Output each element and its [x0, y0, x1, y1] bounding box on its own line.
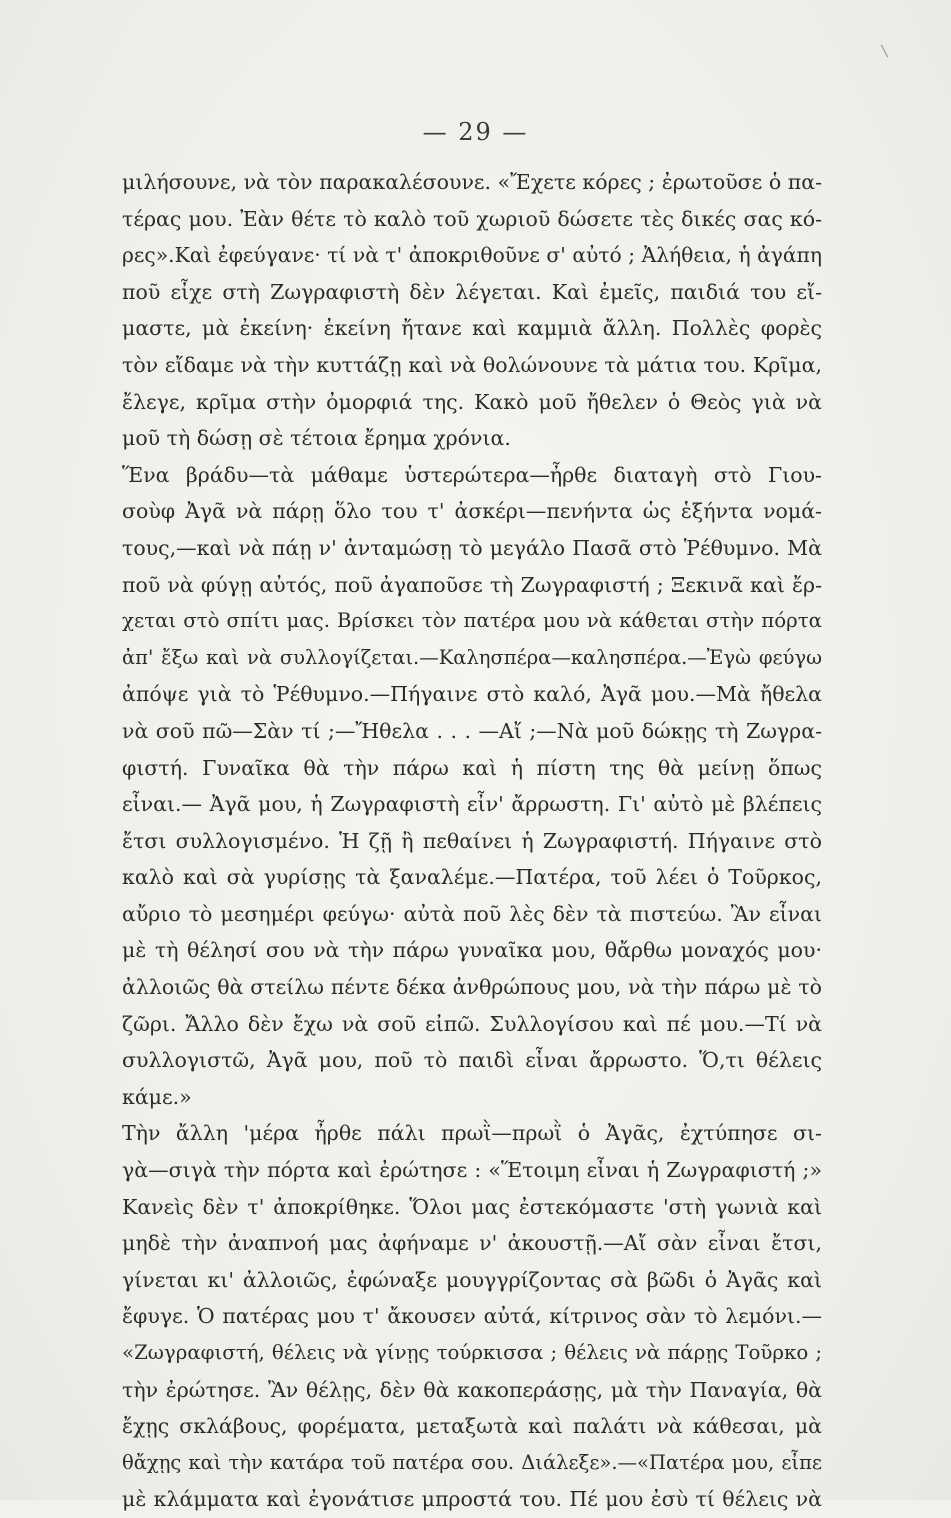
text-line: μὲ τὴ θέλησί σου νὰ τὴν πάρω γυναῖκα μου, θἄρθω μοναχός μου· — [122, 938, 822, 963]
text-line: τὴν ἐρώτησε. Ἂν θέλῃς, δὲν θὰ κακοπεράσῃς, μὰ τὴν Παναγία, θὰ — [122, 1377, 822, 1402]
text-line: αὔριο τὸ μεσημέρι φεύγω· αὐτὰ ποῦ λὲς δὲν τὰ πιστεύω. Ἂν εἶναι — [122, 901, 822, 926]
text-line: ποῦ εἶχε στὴ Ζωγραφιστὴ δὲν λέγεται. Καὶ ἐμεῖς, παιδιά του εἴ- — [122, 279, 822, 304]
text-line: εἶναι.— Ἀγᾶ μου, ἡ Ζωγραφιστὴ εἶν' ἄρρωστη. Γι' αὐτὸ μὲ βλέπεις — [122, 792, 822, 817]
text-line: μοῦ τὴ δώσῃ σὲ τέτοια ἔρημα χρόνια. — [122, 426, 511, 451]
text-line: μὲ κλάμματα καὶ ἐγονάτισε μπροστά του. Πέ μου ἐσὺ τί θέλεις νὰ — [122, 1487, 822, 1512]
text-line: «Ζωγραφιστή, θέλεις νὰ γίνῃς τούρκισσα ; θέλεις νὰ πάρῃς Τοῦρκο ; — [122, 1341, 822, 1364]
text-line: κάμε.» — [122, 1084, 192, 1109]
text-line: ζῶρι. Ἄλλο δὲν ἔχω νὰ σοῦ εἰπῶ. Συλλογίσου καὶ πέ μου.—Τί νὰ — [122, 1011, 822, 1036]
text-line: μιλήσουνε, νὰ τὸν παρακαλέσουνε. «Ἔχετε κόρες ; ἐρωτοῦσε ὁ πα- — [122, 170, 822, 194]
text-line: ἔχῃς σκλάβους, φορέματα, μεταξωτὰ καὶ παλάτι νὰ κάθεσαι, μὰ — [122, 1414, 822, 1439]
text-line: μαστε, μὰ ἐκείνη· ἐκείνη ἤτανε καὶ καμμιὰ ἄλλη. Πολλὲς φορὲς — [122, 316, 822, 341]
text-line: γίνεται κι' ἀλλοιῶς, ἐφώναξε μουγγρίζοντας σὰ βῶδι ὁ Ἀγᾶς καὶ — [122, 1267, 822, 1292]
text-line: ἔφυγε. Ὁ πατέρας μου τ' ἄκουσεν αὐτά, κίτρινος σὰν τὸ λεμόνι.— — [122, 1304, 822, 1329]
stray-pen-mark — [881, 45, 888, 58]
text-line: ἀπόψε γιὰ τὸ Ῥέθυμνο.—Πήγαινε στὸ καλό, Ἀγᾶ μου.—Μὰ ἤθελα — [122, 682, 822, 707]
text-line: ἀλλοιῶς θὰ στείλω πέντε δέκα ἀνθρώπους μου, νὰ τὴν πάρω μὲ τὸ — [122, 975, 822, 1000]
text-line: ἔτσι συλλογισμένο. Ἡ ζῇ ἢ πεθαίνει ἡ Ζωγραφιστή. Πήγαινε στὸ — [122, 828, 822, 853]
page-number: — 29 — — [422, 118, 529, 146]
text-line: ἔλεγε, κρῖμα στὴν ὀμορφιά της. Κακὸ μοῦ ἤθελεν ὁ Θεὸς γιὰ νὰ — [122, 389, 822, 414]
text-line: τὸν εἴδαμε νὰ τὴν κυττάζῃ καὶ νὰ θολώνουνε τὰ μάτια του. Κρῖμα, — [122, 352, 822, 377]
text-line: θἄχῃς καὶ τὴν κατάρα τοῦ πατέρα σου. Διάλεξε».—«Πατέρα μου, εἶπε — [122, 1450, 822, 1474]
text-line: Κανεὶς δὲν τ' ἀποκρίθηκε. Ὅλοι μας ἐστεκόμαστε 'στὴ γωνιὰ καὶ — [122, 1194, 822, 1219]
text-line: συλλογιστῶ, Ἀγᾶ μου, ποῦ τὸ παιδὶ εἶναι ἄρρωστο. Ὅ,τι θέλεις — [122, 1048, 822, 1073]
text-line: ἀπ' ἔξω καὶ νὰ συλλογίζεται.—Καλησπέρα—καλησπέρα.—Ἐγὼ φεύγω — [122, 645, 822, 669]
text-line: νὰ σοῦ πῶ—Σὰν τί ;—Ἤθελα . . . —Αἴ ;—Νὰ μοῦ δώκῃς τὴ Ζωγρα- — [122, 718, 822, 743]
text-line: μηδὲ τὴν ἀναπνοή μας ἀφήναμε ν' ἀκουστῇ.—Αἴ σὰν εἶναι ἔτσι, — [122, 1231, 822, 1256]
text-line: γὰ—σιγὰ τὴν πόρτα καὶ ἐρώτησε : «Ἕτοιμη εἶναι ἡ Ζωγραφιστή ;» — [122, 1158, 822, 1183]
text-line: Τὴν ἄλλη 'μέρα ἦρθε πάλι πρωῒ—πρωῒ ὁ Ἀγᾶς, ἐχτύπησε σι- — [122, 1121, 822, 1146]
text-line: φιστή. Γυναῖκα θὰ τὴν πάρω καὶ ἡ πίστη της θὰ μείνῃ ὅπως — [122, 755, 822, 780]
body-text — [122, 164, 822, 1518]
text-line: ρες».Καὶ ἐφεύγανε· τί νὰ τ' ἀποκριθοῦνε σ' αὐτό ; Ἀλήθεια, ἡ ἀγάπη — [122, 243, 822, 268]
text-line: καλὸ καὶ σὰ γυρίσῃς τὰ ξαναλέμε.—Πατέρα, τοῦ λέει ὁ Τοῦρκος, — [122, 865, 822, 890]
text-line: Ἕνα βράδυ—τὰ μάθαμε ὑστερώτερα—ἦρθε διαταγὴ στὸ Γιου- — [122, 462, 822, 487]
text-line: ποῦ νὰ φύγῃ αὐτός, ποῦ ἀγαποῦσε τὴ Ζωγραφιστή ; Ξεκινᾶ καὶ ἔρ- — [122, 572, 822, 597]
text-line: χεται στὸ σπίτι μας. Βρίσκει τὸν πατέρα μου νὰ κάθεται στὴν πόρτα — [122, 609, 822, 633]
text-line: τέρας μου. Ἐὰν θέτε τὸ καλὸ τοῦ χωριοῦ δώσετε τὲς δικές σας κό- — [122, 206, 822, 231]
text-line: σοὺφ Ἀγᾶ νὰ πάρῃ ὅλο του τ' ἀσκέρι—πενήντα ὡς ἑξήντα νομά- — [122, 499, 822, 524]
text-line: τους,—καὶ νὰ πάῃ ν' ἀνταμώσῃ τὸ μεγάλο Πασᾶ στὸ Ῥέθυμνο. Μὰ — [122, 535, 822, 560]
